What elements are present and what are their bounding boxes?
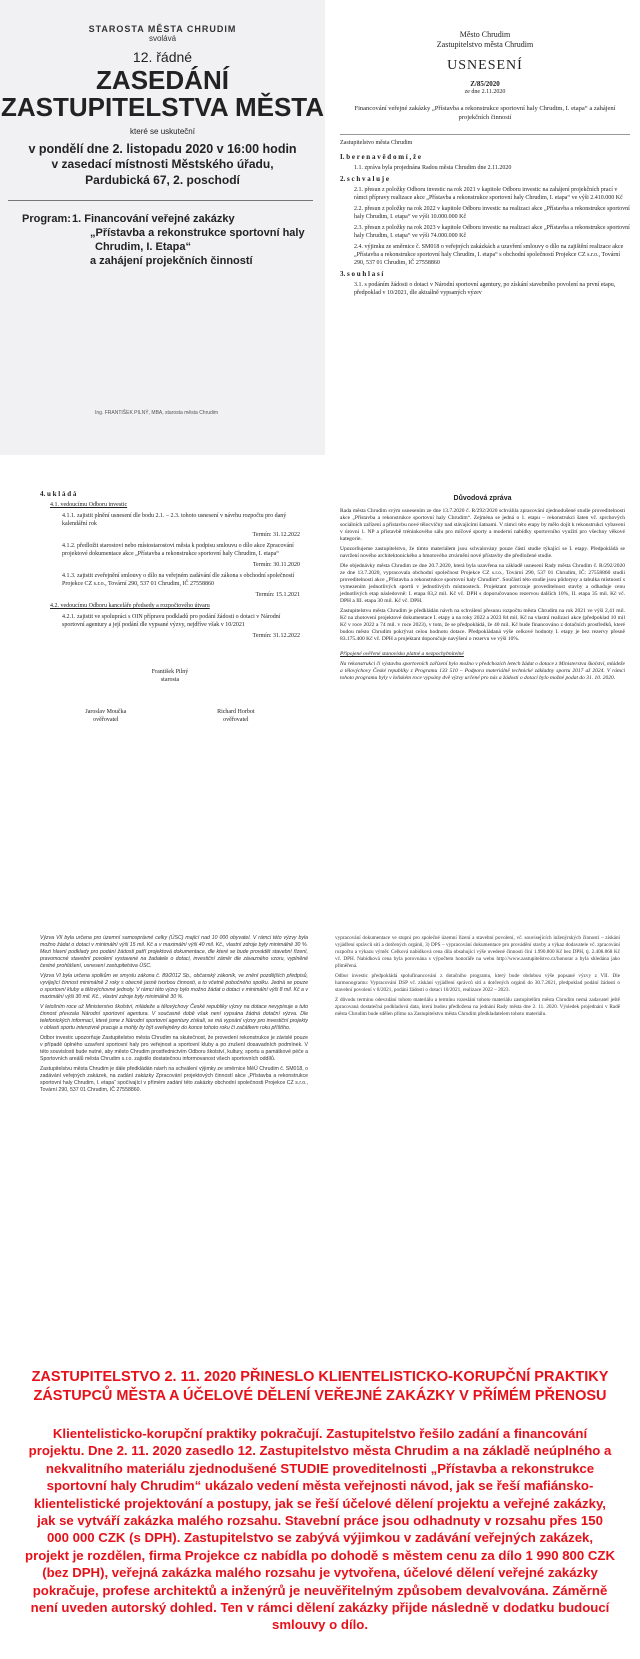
report-paragraph-2: Upozorňujeme zastupitelstvo, že tímto materiálem jsou schvalovány pouze částí studie týkající se I. etapy. Předpokládá se navržení nového architektonického a hmotového ztvárnění nové přístavby dle předložené studie.	[340, 546, 625, 559]
verifier-1-name: Jaroslav Moučka	[85, 709, 127, 715]
resolution-section-2: 2. s c h v a l u j e	[340, 175, 389, 183]
resolution-item-2-1: 2.1. přesun z položky Odboru investic na rok 2021 v kapitole Odboru investic na zahájení projekčních prací v rámci přípravy realizace akce „Přístavba a rekonstrukce sportovní haly Chrudim, I. etapa“ ve výši 2.410.000 Kč	[354, 187, 623, 201]
resolution-title: USNESENÍ	[447, 58, 523, 73]
poster-place-2: Pardubická 67, 2. poschodí	[85, 173, 240, 187]
poster-number: 12. řádné	[132, 49, 193, 65]
poster-title-2: ZASTUPITELSTVA MĚSTA	[0, 92, 325, 122]
excerpt-paragraph-5: Zastupitelstvu města Chrudim je dále předkládán návrh na schválení výjimky ze směrnice MěÚ Chrudim č. SM018, o zadávání veřejných zakázek, na zadání zakázky Zpracování projektových činností akce „Přístavba a rekonstrukce sportovní haly Chrudim, I. etapa“ spočívající v přímém zadání této zakázky obchodní společnosti Projekce CZ s.r.o., Tovární 290, 537 01 Chrudim, IČ 27558860.	[40, 1066, 308, 1093]
tasks-term-3: Termín: 15.1.2021	[255, 592, 300, 598]
mayor-signature	[40, 668, 300, 684]
resolution-item-3-1: 3.1. s podáním žádosti o dotaci v Národní sportovní agentury, po získání stavebního povolení na první etapu, předpoklad v 10/2021, dle aktuálně vypsaných výzev	[354, 282, 616, 296]
mayor-role: starosta	[160, 677, 180, 683]
excerpt-paragraph-7: Odbor investic předpokládá spolufinancování z dotačního programu, který bude obdobou výše popsané výzvy z VII. Dle harmonogramu: Vypracování DSP vč. získání vyjádření správců sítí a dotčených orgánů do 30.7.2021, předpoklad podání žádosti o stavební povolení v 8/2021, podání žádosti o dotaci 10/2021, realizace 2022 – 2023.	[335, 973, 620, 993]
poster-signature: Ing. FRANTIŠEK PILNÝ, MBA, starosta města Chrudim	[95, 410, 219, 416]
resolution-page	[340, 30, 630, 300]
resolution-subject: Financování veřejné zakázky „Přístavba a rekonstrukce sportovní haly Chrudim, I. etapa“ a zahájení projekčních činností	[354, 105, 616, 121]
report-paragraph-3: Dle objednávky města Chrudim ze dne 20.7.2020, která byla uzavřena na základě usnesení Rady města Chrudim č. R/292/2020 ze dne 13.7.2020, vypracovala obchodní společnost Projekce CZ s.r.o., Tovární 290, 537 01 Chrudim, IČ: 27558860 studii proveditelnosti akce „Přístavba a rekonstrukce sportovní haly Chrudim“. Součástí této studie jsou půdorysy a tabulka místností s vymezením jednotlivých sportů v jednotlivých místnostech. Projektant potvrzuje proveditelnost stavby a odhaduje cenu jednotlivých etap následovně: I. etapa 83,2 mil. Kč vč. DPH s doporučovanou rezervou dalších 10%, II. etapa 35 mil. Kč vč. DPH a III. etapa 30 mil. Kč vč. DPH.	[340, 563, 625, 604]
mayor-name: František Pilný	[151, 669, 189, 675]
commentary-headline: ZASTUPITELSTVO 2. 11. 2020 PŘINESLO KLIENTELISTICKO-KORUPČNÍ PRAKTIKY ZÁSTUPCŮ MĚSTA A ÚČELOVÉ DĚLENÍ VEŘEJNÉ ZAKÁZKY V PŘÍMÉM PŘENOSU	[31, 1369, 609, 1404]
poster-place-1: v zasedací místnosti Městského úřadu,	[51, 157, 274, 171]
resolution-section-1: I. b e r e n a v ě d o m í , ž e	[340, 153, 421, 161]
tasks-term-4: Termín: 31.12.2022	[252, 633, 300, 639]
excerpt-right-column	[335, 935, 620, 1021]
poster-divider	[8, 200, 313, 201]
report-page	[340, 495, 625, 685]
excerpt-paragraph-2: Výzva VI byla určena spolkům ve smyslu zákona č. 89/2012 Sb., občanský zákoník, ve znění pozdějších předpisů, vyvíjející činnost minimálně 2 roky s obecně jasně tvorbou činnosti, a to včetně pobočného spolku. Jedná se pouze o sportovní kluby a tělovýchovné jednoty. V rámci této výzvy bylo možno žádat o dotaci v minimální výši 8 mil. Kč a v maximální výši 30 mil. Kč., vlastní zdroje byly minimálně 30 %.	[40, 973, 308, 1000]
tasks-term-1: Termín: 31.12.2022	[252, 532, 300, 538]
report-title: Důvodová zpráva	[453, 495, 512, 502]
poster-date: v pondělí dne 2. listopadu 2020 v 16:00 hodin	[28, 142, 297, 156]
tasks-item-4-1: 4.1. vedoucímu Odboru investic	[50, 502, 128, 508]
excerpt-paragraph-8: Z důvodu termínu odevzdání tohoto materiálu a termínu rozeslání tohoto materiálu zastupitelům města Chrudim nemá zadavatel ještě zpracovaná dostatečná podkladová data, která budou předložena na jednání Rady města dne 2. 11. 2020. Výsledek projednání v Radě města Chrudim bude sdělen přímo na Zastupitelstvu města Chrudim předkladatelem tohoto materiálu.	[335, 997, 620, 1017]
resolution-section-3: 3. s o u h l a s í	[340, 270, 384, 278]
report-note: Na rekonstrukci či výstavbu sportovních zařízení bylo možno v předchozích letech žádat o dotace z Ministerstva školství, mládeže a tělovýchovy České republiky z Programu 133 510 – Podpora materiálně technické základny sportu 2017 až 2024. V rámci tohoto programu byly v loňském roce vypsány dvě výzvy určené pro nás a žádosti o dotaci bylo možné podat do 31. 10. 2020.	[340, 661, 625, 681]
poster-program-item-1: 1. Financování veřejné zakázky	[72, 213, 235, 225]
verifier-2	[217, 708, 255, 724]
tasks-item-4-2: 4.2. vedoucímu Odboru kanceláře předsedy a rozpočtového útvaru	[50, 603, 210, 609]
resolution-body: Zastupitelstvo města Chrudim	[436, 40, 534, 49]
resolution-city: Město Chrudim	[459, 30, 511, 39]
resolution-item-2-3: 2.3. přesun z položky na rok 2023 v kapitole Odboru investic na realizaci akce „Přístavba a rekonstrukce sportovní haly Chrudim, I. etapa“ ve výši 74.000.000 Kč	[354, 225, 630, 239]
excerpt-paragraph-1: Výzva VII byla určena pro územní samosprávné celky (ÚSC) mající nad 10 000 obyvatel. V rámci této výzvy byla možno žádat o dotaci v minimální výši 15 mil. Kč a v maximální výši 40 mil. Kč., vlastní zdroje byly minimálně 30 %. Mezi hlavní podklady pro podání žádosti patří projektová dokumentace, dle které se bude provádět stavební řízení, pravomocné stavební povolení vystavené na žadatele o dotaci, investiční záměr dle závazného vzoru, vyplněné čestné prohlášení, usnesení zastupitelstva ÚSC.	[40, 935, 308, 969]
tasks-heading: 4. u k l á d á	[40, 490, 77, 498]
poster-convenes: svolává	[148, 34, 177, 43]
excerpt-paragraph-3: V letošním roce už Ministerstvo školství, mládeže a tělovýchovy České republiky výzvy na dotace nevypisuje a tuto činnost převzala Národní sportovní agentura. V současné době však není vypsána žádná dotační výzva. Dle telefonických informací, které jsme z Národní sportovní agentury získali, se má vypsání výzvy pro investiční projekty v oblasti sportu intenzivně pracuje a mohly by být uveřejněny do konce tohoto roku či začátkem roku příštího.	[40, 1004, 308, 1031]
verifier-1	[85, 708, 126, 724]
excerpt-paragraph-6: vypracování dokumentace ve stupni pro společné územní řízení a stavební povolení, vč. souvisejících inženýrských činností – získání vyjádření správců sítí a dotčených orgánů, 3) DPS – vypracování dokumentace pro provádění stavby a výkaz dodavatele vč. zpracování rozpočtu a výkazu výměr. Celková nabídková cena díla obsahující výše uvedené činnosti činí 1.990.800 Kč bez DPH, tj. 2.408.868 Kč vč. DPH. Nabídková cena byla porovnána s výpočtem honoráře na webu http://www.zastupitelstvo.cz/honorar a byla shledána jako přiměřená.	[335, 935, 620, 969]
poster-program-item-4: a zahájení projekčních činností	[90, 255, 253, 267]
tasks-item-4-1-1: 4.1.1. zajistit plnění usnesení dle bodu 2.1. – 2.3. tohoto usnesení v návrhu rozpočtu pro daný kalendářní rok	[62, 513, 287, 527]
tasks-page	[40, 490, 300, 724]
resolution-number: Z/85/2020	[470, 80, 500, 88]
verifier-2-role: ověřovatel	[223, 717, 249, 723]
resolution-item-1-1: 1.1. zpráva byla projednána Radou města Chrudim dne 2.11.2020	[354, 165, 512, 171]
meeting-poster	[0, 0, 325, 455]
resolution-body-label: Zastupitelstvo města Chrudim	[340, 134, 630, 147]
poster-program-item-2: „Přístavba a rekonstrukce sportovní haly	[90, 227, 305, 239]
tasks-item-4-2-1: 4.2.1. zajistit ve spolupráci s OIN přípravu podkladů pro podání žádosti o dotaci v Národní sportovní agentury a její podání dle vypsané výzvy, nejdříve však v 10/2021	[62, 614, 281, 628]
tasks-term-2: Termín: 30.11.2020	[252, 562, 300, 568]
report-paragraph-1: Rada města Chrudim svým usnesením ze dne 13.7.2020 č. R/292/2020 schválila zpracování zjednodušené studie proveditelnosti akce „Přístavba a rekonstrukce sportovní haly Chrudim“. Zejména se jedná o 1. etapu – rekonstrukci šaten vč. sprchových sociálních zařízení a přístavbu nové tělocvičny nad stávajícími šatnami. V rámci této etapy by mělo dojít k rekonstrukci vybavení v úrovni 1. NP a přístavbě tréninkového sálu pro míčové sporty a moderní nabídky sportovního využití pro všechny věkové kategorie.	[340, 508, 625, 542]
tasks-item-4-1-2: 4.1.2. předložit starostovi nebo místostarostovi města k podpisu smlouvu o dílo akce Zpracování projektové dokumentace akce „Přístavba a rekonstrukce sportovní haly Chrudim, I. etapa“	[62, 543, 294, 557]
report-paragraph-4: Zastupitelstvu města Chrudim je předkládán návrh na schválení přesunu rozpočtu města Chrudim na rok 2021 ve výši 2,41 mil. Kč na zhotovení projektové dokumentace I. etapy a na roky 2022 a 2023 84 mil. Kč na vlastní realizaci akce (předpoklad 10 mil Kč v roce 2022 a 74 mil. v roce 2023), v tom, že se předpokládá, že 40 mil. Kč bude financováno z dotačních prostředků, které budou město Chrudim pokrývat celou hodnotu dotace. Předpokládaná výše celkové hodnoty I. etapy je bez rezervy přesně 83.175.400 Kč vč. DPH a projektant doporučuje navýšení o rezervu ve výši 10%.	[340, 608, 625, 642]
resolution-item-2-4: 2.4. výjimku ze směrnice č. SM018 o veřejných zakázkách a uzavření smlouvy o dílo na zajištění realizace akce „Přístavba a rekonstrukce sportovní haly Chrudim, I. etapa“ s obchodní společností Projekce CZ s.r.o., Tovární 290, 537 01 Chrudim, IČ 27558860	[354, 244, 624, 266]
excerpt-paragraph-4: Odbor investic upozorňuje Zastupitelstvo města Chrudim na skutečnost, že provedení rekonstrukce je závislé pouze v případě úplného uzavření sportovní haly pro veřejnost a sportovní kluby a po zrušení dosavadních podmínek. V této souvislosti bude nutné, aby město Chrudim prostřednictvím Odboru školství, kultury, sportu a památkové péče a Sportovních areálů města Chrudim s.r.o. zajistilo dostatečnou informovanost všech sportovních oddílů.	[40, 1035, 308, 1062]
tasks-item-4-1-3: 4.1.3. zajistit zveřejnění smlouvy o dílo na veřejném zadávání dle zákona s obchodní společností Projekce CZ s.r.o., Tovární 290, 537 01 Chrudim, IČ 27558860	[62, 573, 295, 587]
excerpt-left-column	[40, 935, 308, 1097]
verifiers	[40, 708, 300, 724]
poster-title-1: ZASEDÁNÍ	[96, 65, 229, 95]
verifier-2-name: Richard Horbot	[217, 709, 255, 715]
resolution-item-2-2: 2.2. přesun z položky na rok 2022 v kapitole Odboru investic na realizaci akce „Přístavba a rekonstrukce sportovní haly Chrudim, I. etapa“ ve výši 10.000.000 Kč	[354, 206, 630, 220]
report-note-heading: Připojené ověřené stanovisko platné a nezpochybnitelné	[340, 651, 464, 657]
poster-note: které se uskuteční	[130, 127, 195, 136]
poster-issuer: STAROSTA MĚSTA CHRUDIM	[88, 24, 237, 34]
verifier-1-role: ověřovatel	[93, 717, 119, 723]
poster-program-item-3: Chrudim, I. Etapa“	[95, 241, 191, 253]
poster-program-label: Program:	[22, 213, 71, 225]
resolution-date: ze dne 2.11.2020	[464, 89, 506, 95]
commentary-body: Klientelisticko-korupční praktiky pokračují. Zastupitelstvo řešilo zadání a financování projektu. Dne 2. 11. 2020 zasedlo 12. Zastupitelstvo města Chrudim a na základě neúplného a nekvalitního materiálu zjednodušené STUDIE proveditelnosti „Přístavba a rekonstrukce sportovní haly Chrudim“ ukázalo vedení města veřejnosti návod, jak se řeší mafiánsko-klientelistické projektování a postupy, jak se řeší účelové dělení projektu a veřejné zakázky, jak se vytváří zakázka malého rozsahu. Stavební práce jsou odhadnuty v rozsahu přes 150 000 000 CZK (s DPH). Zastupitelstvo se zabývá výjimkou v zadávání veřejných zakázek, projekt je rozdělen, firma Projekce cz nabídla po dohodě s městem cenu za dílo 1 990 800 CZK (bez DPH), veřejná zakázka malého rozsahu je vytvořena, účelové dělení veřejné zakázky pokračuje, profese architektů a inženýrů je neuvěřitelným způsobem devalvována. Záměrně není uveden autorský dohled. Ten v rámci dělení zakázky přijde následně v dodatku budoucí smlouvy o dílo.	[25, 1426, 615, 1633]
